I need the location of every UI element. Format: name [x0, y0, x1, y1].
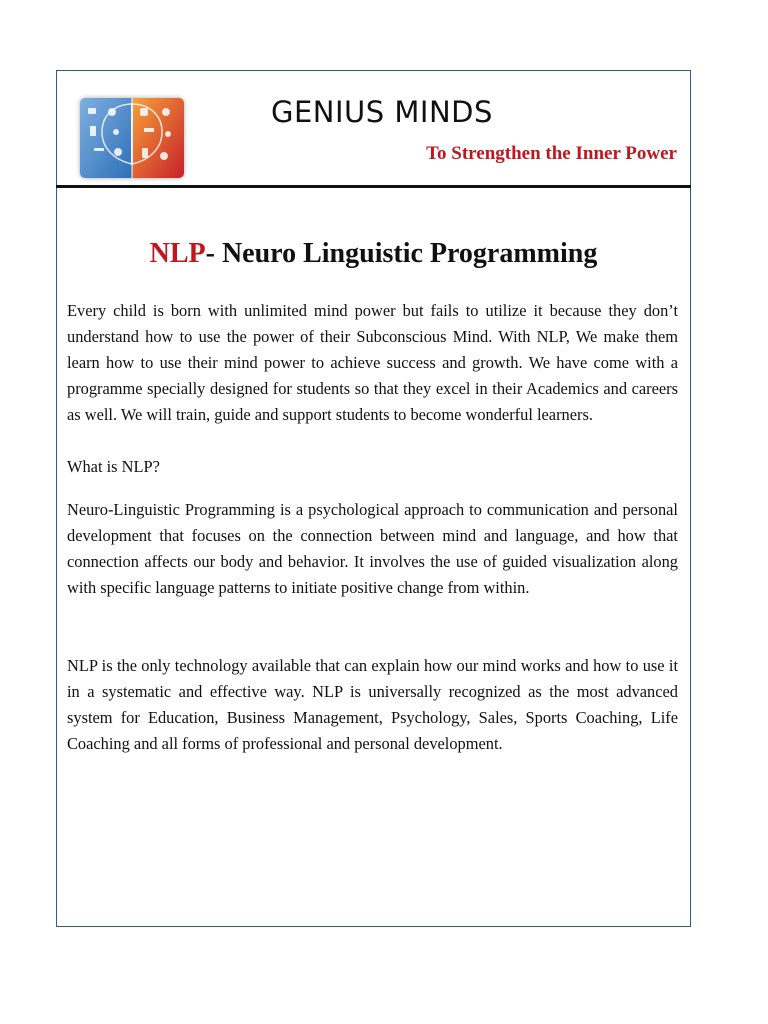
title-acronym: NLP	[149, 238, 206, 269]
definition-paragraph: Neuro-Linguistic Programming is a psychological approach to communication and personal development that focuses on the connection between mind and language, and how that connection affects our body and behavior. It involves the use of guided visualization along with specific language patterns to initiate positive change from within.	[67, 500, 678, 597]
section-question: What is NLP?	[67, 457, 160, 476]
document-body	[67, 298, 678, 757]
title-text: - Neuro Linguistic Programming	[205, 238, 598, 269]
tagline: To Strengthen the Inner Power	[426, 143, 677, 164]
brand-name: GENIUS MINDS	[271, 95, 493, 129]
genius-minds-logo-icon	[80, 98, 184, 178]
document-title	[56, 238, 691, 270]
intro-paragraph: Every child is born with unlimited mind power but fails to utilize it because they don’t understand how to use the power of their Subconscious Mind. With NLP, We make them learn how to use their mind power to achieve success and growth. We have come with a programme specially designed for students so that they excel in their Academics and careers as well. We will train, guide and support students to become wonderful learners.	[67, 301, 678, 424]
header-divider	[56, 185, 691, 188]
closing-paragraph: NLP is the only technology available that can explain how our mind works and how to use it in a systematic and effective way. NLP is universally recognized as the most advanced system for Education, Business Management, Psychology, Sales, Sports Coaching, Life Coaching and all forms of professional and personal development.	[67, 656, 678, 753]
